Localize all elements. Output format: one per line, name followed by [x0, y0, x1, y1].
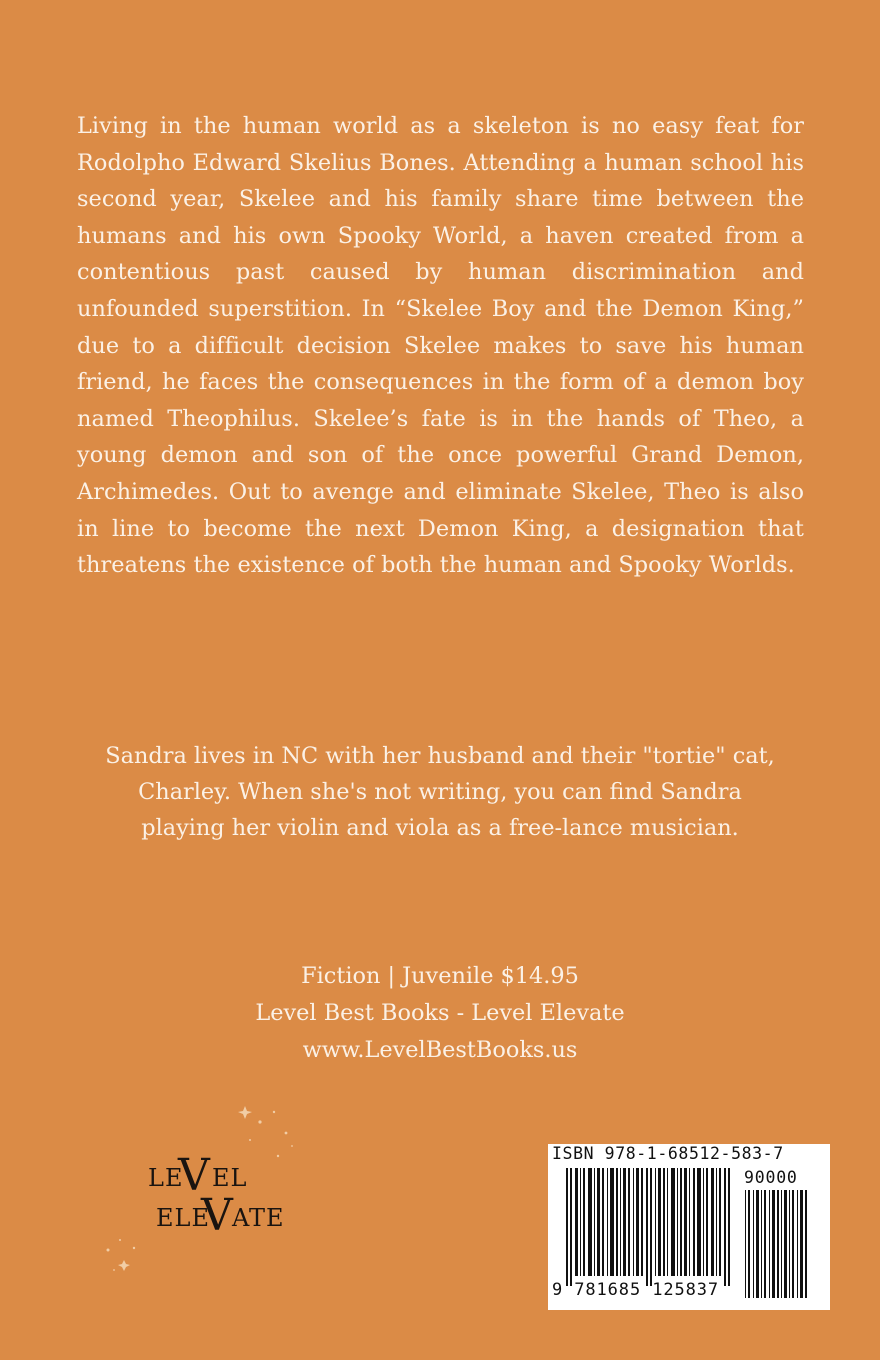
svg-text:LE: LE: [148, 1164, 184, 1192]
author-bio-line: Charley. When she's not writing, you can find Sandra: [138, 779, 742, 805]
svg-text:V: V: [178, 1150, 210, 1201]
publisher-website: www.LevelBestBooks.us: [302, 1037, 578, 1063]
book-blurb: Living in the human world as a skeleton is no easy feat for Rodolpho Edward Skelius Bones. Attending a human school his second year, Skelee and his family share time between the humans and his own Spooky World, a haven created from a contentious past caused by human discrimination and unfounded superstition. In “Skelee Boy and the Demon King,” due to a difficult decision Skelee makes to save his human friend, he faces the consequences in the form of a demon boy named Theophilus. Skelee’s fate is in the hands of Theo, a young demon and son of the once powerful Grand Demon, Archimedes. Out to avenge and eliminate Skelee, Theo is also in line to become the next Demon King, a designation that threatens the existence of both the human and Spooky Worlds.: [77, 113, 804, 579]
author-bio-line: Sandra lives in NC with her husband and their "tortie" cat,: [105, 743, 775, 769]
barcode-addon-code: 90000: [744, 1168, 798, 1187]
category-price: Fiction | Juvenile $14.95: [301, 963, 579, 989]
svg-text:V: V: [201, 1190, 233, 1241]
author-bio-line: playing her violin and viola as a free-lance musician.: [141, 815, 739, 841]
publisher-name: Level Best Books - Level Elevate: [255, 1000, 625, 1026]
svg-text:ATE: ATE: [232, 1204, 285, 1232]
barcode-addon-bars: [745, 1190, 811, 1298]
author-bio: [90, 738, 790, 846]
svg-text:EL: EL: [212, 1164, 248, 1192]
barcode-bars: [566, 1168, 738, 1286]
publisher-info: [140, 958, 740, 1069]
svg-text:ELE: ELE: [156, 1204, 210, 1232]
isbn-label: ISBN 978-1-68512-583-7: [552, 1144, 784, 1163]
level-elevate-logo: [100, 1100, 300, 1280]
barcode-digits: 9 781685 125837: [552, 1280, 720, 1300]
